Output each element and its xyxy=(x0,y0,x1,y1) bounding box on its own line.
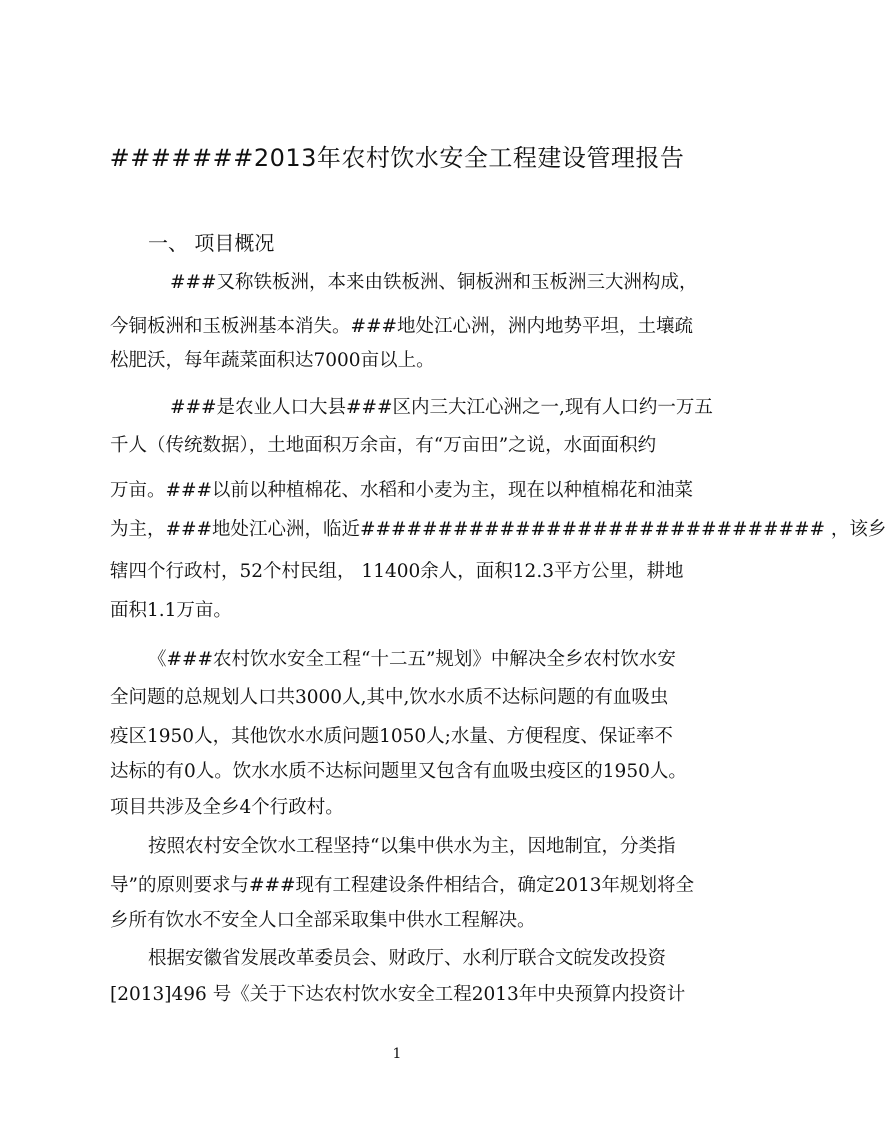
paragraph-line: 千人（传统数据），土地面积万余亩，有“万亩田”之说，水面面积约 xyxy=(110,435,657,456)
paragraph-line: [2013]496 号《关于下达农村饮水安全工程2013年中央预算内投资计 xyxy=(110,984,686,1005)
paragraph-line: 松肥沃，每年蔬菜面积达7000亩以上。 xyxy=(110,350,435,371)
document-title: #######2013年农村饮水安全工程建设管理报告 xyxy=(109,144,685,172)
paragraph-line: 达标的有0人。饮水水质不达标问题里又包含有血吸虫疫区的1950人。 xyxy=(110,761,687,782)
paragraph-line: ###是农业人口大县###区内三大江心洲之一,现有人口约一万五 xyxy=(170,397,713,418)
paragraph-line: 《###农村饮水安全工程“十二五”规划》中解决全乡农村饮水安 xyxy=(148,649,676,670)
paragraph-line: 导”的原则要求与###现有工程建设条件相结合，确定2013年规划将全 xyxy=(110,875,695,896)
page-number: 1 xyxy=(392,1046,402,1062)
paragraph-line: 全问题的总规划人口共3000人,其中,饮水水质不达标问题的有血吸虫 xyxy=(110,687,669,708)
paragraph-line: 今铜板洲和玉板洲基本消失。###地处江心洲，洲内地势平坦，土壤疏 xyxy=(110,316,694,337)
paragraph-line: 面积1.1万亩。 xyxy=(110,600,232,621)
section-heading: 一、 项目概况 xyxy=(148,231,275,255)
paragraph-line: 按照农村安全饮水工程坚持“以集中供水为主，因地制宜，分类指 xyxy=(148,836,676,857)
paragraph-line: 根据安徽省发展改革委员会、财政厅、水利厅联合文皖发改投资 xyxy=(148,948,667,969)
paragraph-line: 辖四个行政村，52个村民组， 11400余人，面积12.3平方公里，耕地 xyxy=(110,561,684,582)
paragraph-line: 乡所有饮水不安全人口全部采取集中供水工程解决。 xyxy=(110,910,536,931)
paragraph-line: 项目共涉及全乡4个行政村。 xyxy=(110,797,344,818)
paragraph-line: 为主，###地处江心洲，临近############################## ，该乡 xyxy=(110,519,886,540)
paragraph-line: 疫区1950人，其他饮水水质问题1050人;水量、方便程度、保证率不 xyxy=(110,726,673,747)
paragraph-line: ###又称铁板洲，本来由铁板洲、铜板洲和玉板洲三大洲构成， xyxy=(170,272,698,293)
paragraph-line: 万亩。###以前以种植棉花、水稻和小麦为主，现在以种植棉花和油菜 xyxy=(110,480,694,501)
